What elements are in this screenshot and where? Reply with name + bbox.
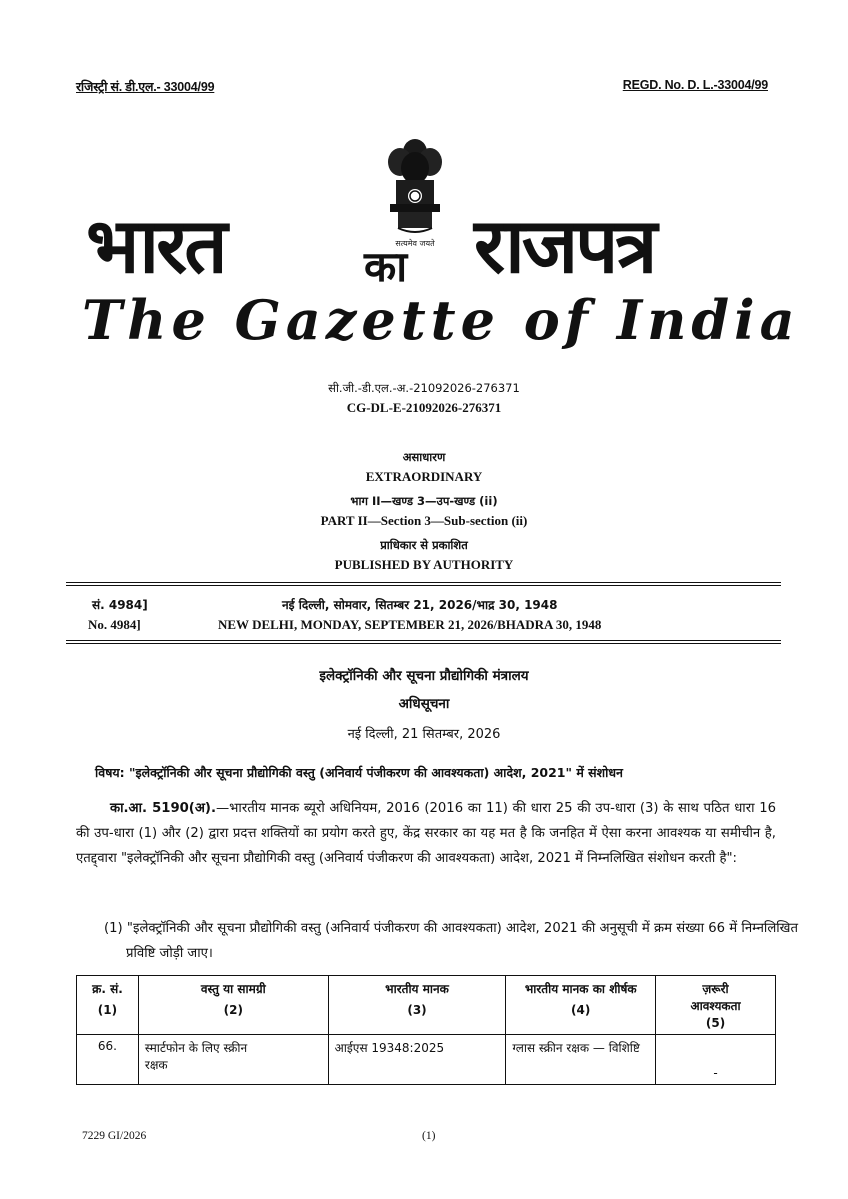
registration-number-hindi: रजिस्ट्री सं. डी.एल.- 33004/99 [76,80,215,94]
col-header-title: भारतीय मानक का शीर्षक (4) [506,976,656,1035]
cell-standard: आईएस 19348:2025 [328,1035,506,1085]
top-rule-double [66,585,781,586]
page-number: (1) [422,1130,436,1142]
footer-code: 7229 GI/2026 [82,1130,147,1142]
masthead-hindi-ka: का [364,242,408,291]
authority-hindi: प्राधिकार से प्रकाशित [380,538,468,552]
authority-english: PUBLISHED BY AUTHORITY [334,557,514,572]
masthead-hindi-rajpatra: राजपत्र [474,201,655,290]
ashoka-emblem-icon [376,136,454,252]
ministry-name: इलेक्ट्रॉनिकी और सूचना प्रौद्योगिकी मंत्रालय [319,668,529,684]
classification-hindi: असाधारण [402,450,446,464]
schedule-table-wrapper [76,975,776,1085]
registration-number-english: REGD. No. D. L.-33004/99 [622,78,768,92]
issue-number-english: No. 4984] [88,617,141,632]
col-header-requirement: ज़रूरी आवश्यकता (5) [656,976,776,1035]
paragraph-text: —भारतीय मानक ब्यूरो अधिनियम, 2016 (2016 का 11) की धारा 25 की उप-धारा (3) के साथ पठित धारा 16 की उप-धारा (1) और (2) द्वारा प्रदत्त शक्तियों का प्रयोग करते हुए, केंद्र सरकार का यह मत है कि जनहित में ऐसा करना आवश्यक या समीचीन है, एतद्द्वारा "इलेक्ट्रॉनिकी और सूचना प्रौद्योगिकी वस्तु (अनिवार्य पंजीकरण की आवश्यकता) आदेश, 2021 में निम्नलिखित संशोधन करती है": [76,801,776,866]
part-english: PART II—Section 3—Sub-section (ii) [320,513,528,528]
col-header-standard: भारतीय मानक (3) [328,976,506,1035]
issue-number-hindi: सं. 4984] [92,598,148,612]
gazette-code-english: CG-DL-E-21092026-276371 [346,400,502,415]
notification-label: अधिसूचना [398,696,450,712]
schedule-header-row [77,976,776,1035]
part-hindi: भाग II—खण्ड 3—उप-खण्ड (ii) [350,494,498,508]
issue-date-english: NEW DELHI, MONDAY, SEPTEMBER 21, 2026/BHADRA 30, 1948 [218,617,602,632]
svg-text:सत्यमेव जयते: सत्यमेव जयते [395,239,435,248]
notification-paragraph [76,796,776,871]
col-header-item: वस्तु या सामग्री (2) [138,976,328,1035]
amendment-item-1: (1) "इलेक्ट्रॉनिकी और सूचना प्रौद्योगिकी वस्तु (अनिवार्य पंजीकरण की आवश्यकता) आदेश, 2021 की अनुसूची में क्रम संख्या 66 में निम्नलिखित प्रविष्टि जोड़ी जाए। [104,921,798,961]
issue-date-hindi: नई दिल्ली, सोमवार, सितम्बर 21, 2026/भाद्र 30, 1948 [282,598,558,612]
top-rule [66,582,781,583]
classification-english: EXTRAORDINARY [365,469,483,484]
gazette-code-hindi: सी.जी.-डी.एल.-अ.-21092026-276371 [328,381,520,395]
table-row [77,1035,776,1085]
bottom-rule-double [66,643,781,644]
notification-place-date: नई दिल्ली, 21 सितम्बर, 2026 [347,727,501,742]
cell-item: स्मार्टफोन के लिए स्क्रीन रक्षक [138,1035,328,1085]
order-number: का.आ. 5190(अ). [110,801,216,816]
masthead-hindi-bharat: भारत [86,201,225,290]
masthead-english-title: The Gazette of India [82,288,800,352]
cell-requirement: - [656,1035,776,1085]
bottom-rule [66,640,781,641]
cell-sr: 66. [77,1035,139,1085]
cell-title: ग्लास स्क्रीन रक्षक — विशिष्टि [506,1035,656,1085]
notification-subject: विषय: "इलेक्ट्रॉनिकी और सूचना प्रौद्योगिकी वस्तु (अनिवार्य पंजीकरण की आवश्यकता) आदेश, 2021" में संशोधन [95,765,623,780]
col-header-sr: क्र. सं. (1) [77,976,139,1035]
schedule-table [76,975,776,1085]
